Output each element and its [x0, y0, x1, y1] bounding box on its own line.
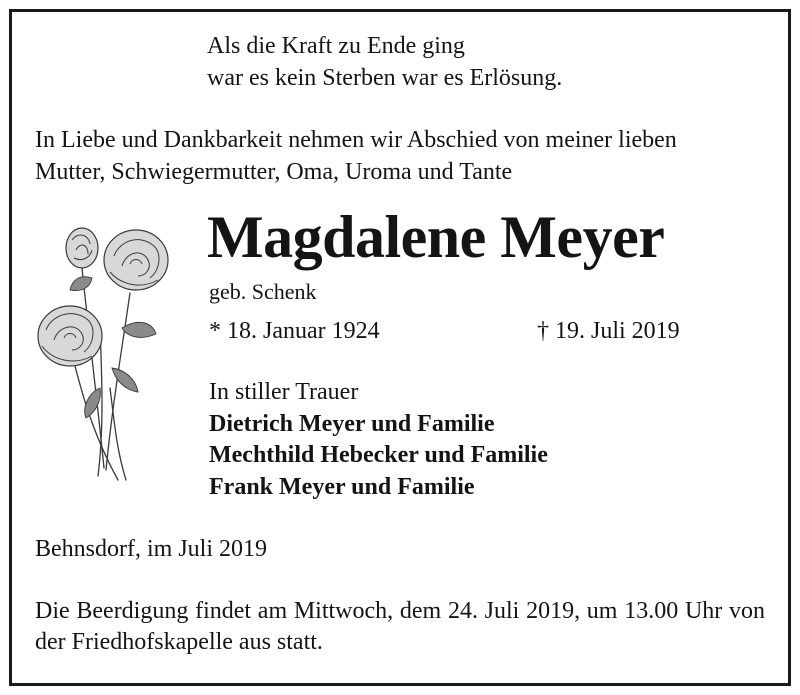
poem-line-1: Als die Kraft zu Ende ging — [207, 33, 465, 59]
mourner-family: Dietrich Meyer und Familie — [209, 411, 495, 437]
place-and-date: Behnsdorf, im Juli 2019 — [35, 536, 267, 562]
mourner-family: Frank Meyer und Familie — [209, 474, 475, 500]
birth-date: * 18. Januar 1924 — [209, 318, 380, 344]
death-date: † 19. Juli 2019 — [537, 318, 680, 344]
rose-top-bud — [66, 228, 98, 268]
roses-illustration — [30, 218, 180, 488]
mourning-heading: In stiller Trauer — [209, 379, 359, 405]
intro-line-2: Mutter, Schwiegermutter, Oma, Uroma und Tante — [35, 159, 513, 185]
deceased-name: Magdalene Meyer — [207, 204, 665, 270]
maiden-name: geb. Schenk — [209, 279, 317, 304]
leaf-5 — [70, 277, 92, 291]
poem-line-2: war es kein Sterben war es Erlösung. — [207, 65, 563, 91]
funeral-notice: Die Beerdigung findet am Mittwoch, dem 24. Juli 2019, um 13.00 Uhr von der Friedhofskapelle aus statt. — [35, 598, 765, 655]
intro-line-1: In Liebe und Dankbarkeit nehmen wir Abschied von meiner lieben — [35, 127, 677, 153]
mourner-family: Mechthild Hebecker und Familie — [209, 442, 548, 468]
rose-right-bloom — [104, 230, 168, 290]
rose-left-bloom — [38, 306, 102, 366]
leaf-2 — [122, 322, 156, 337]
